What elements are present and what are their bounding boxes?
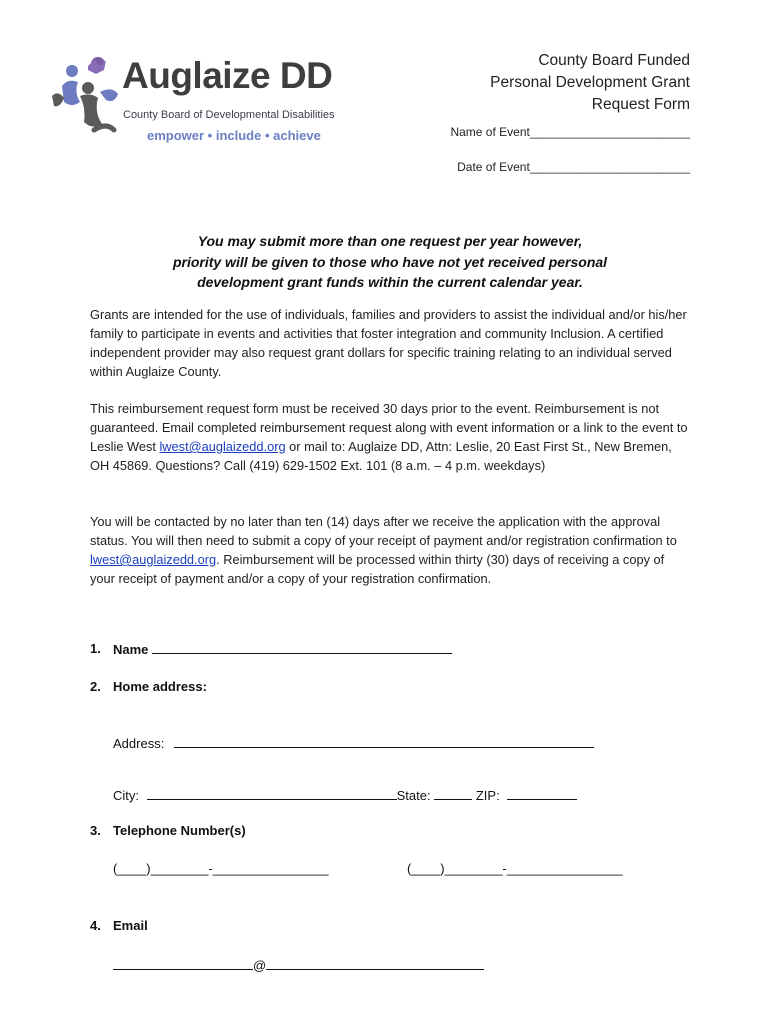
- contact-text-2: . Reimbursement will be processed within thirty (30) days of receiving a copy of your receipt of payment and/or a copy of your registration confirmation.: [90, 552, 665, 586]
- logo-tagline: empower • include • achieve: [147, 128, 321, 143]
- priority-notice: [110, 231, 670, 293]
- contact-text-1: You will be contacted by no later than ten (14) days after we receive the application with the approval status. You will then need to submit a copy of your receipt of payment and/or registration confirmation to: [90, 514, 677, 548]
- phone-input-2[interactable]: (____)________-________________: [407, 861, 623, 876]
- event-name-field[interactable]: [450, 125, 690, 139]
- form-title-line-2: Personal Development Grant: [490, 74, 690, 91]
- address-input-line[interactable]: [174, 735, 594, 748]
- telephone-label: Telephone Number(s): [113, 823, 246, 838]
- phone-input-1[interactable]: (____)________-________________: [113, 861, 329, 876]
- email-at-sign: @: [253, 958, 267, 973]
- event-date-blank[interactable]: ________________________: [529, 160, 690, 174]
- email-domain-line[interactable]: [266, 957, 484, 970]
- reimbursement-text-2: or mail to: Auglaize DD, Attn: Leslie, 20 East First St., New Bremen, OH 45869. Questions? Call (419) 629-1502 Ext. 101 (8 a.m. – 4 p.m. weekdays): [90, 439, 672, 473]
- address-field: [113, 735, 594, 751]
- zip-input-line[interactable]: [507, 787, 577, 800]
- email-user-line[interactable]: [113, 957, 253, 970]
- name-input-line[interactable]: [152, 641, 452, 654]
- email-link[interactable]: lwest@auglaizedd.org: [159, 439, 286, 454]
- form-title-line-3: Request Form: [591, 96, 690, 113]
- email-label: Email: [113, 918, 148, 933]
- notice-line-2: priority will be given to those who have not yet received personal: [172, 253, 608, 270]
- city-label: City:: [113, 788, 139, 803]
- event-name-label: Name of Event: [450, 125, 530, 139]
- state-label: State:: [396, 788, 431, 803]
- event-name-blank[interactable]: ________________________: [529, 125, 690, 139]
- city-state-zip-row: [113, 787, 577, 803]
- city-input-line[interactable]: [147, 787, 397, 800]
- home-address-label: Home address:: [113, 679, 207, 694]
- address-label: Address:: [113, 736, 165, 751]
- logo-figures-icon: [52, 57, 118, 130]
- notice-line-3: development grant funds within the current calendar year.: [197, 274, 583, 290]
- email-input-row: [113, 957, 484, 973]
- name-field: [113, 641, 452, 657]
- email-link[interactable]: lwest@auglaizedd.org: [90, 552, 217, 567]
- telephone-number: 3.: [90, 823, 101, 838]
- reimbursement-text-1: This reimbursement request form must be received 30 days prior to the event. Reimbursement is not guaranteed. Email completed reimbursement request along with event information or a link to the event to Leslie West: [90, 401, 688, 454]
- form-title: [490, 50, 690, 116]
- email-number: 4.: [90, 918, 101, 933]
- event-date-label: Date of Event: [457, 160, 530, 174]
- logo-name: Auglaize DD: [122, 55, 333, 96]
- contact-paragraph: [90, 512, 690, 588]
- grant-purpose-paragraph: Grants are intended for the use of individuals, families and providers to assist the individual and/or his/her family to participate in events and activities that foster integration and community Inclusion. A certified independent provider may also request grant dollars for specific training relating to an individual served within Auglaize County.: [90, 307, 687, 379]
- logo-subtitle: County Board of Developmental Disabilities: [123, 109, 335, 121]
- reimbursement-paragraph: [90, 399, 690, 475]
- zip-label: ZIP:: [475, 788, 500, 803]
- notice-line-1: You may submit more than one request per year however,: [197, 233, 583, 249]
- form-title-line-1: County Board Funded: [538, 52, 690, 69]
- question-number: 1.: [90, 641, 101, 656]
- name-question: [90, 641, 101, 656]
- name-label: Name: [113, 642, 149, 657]
- home-address-number: 2.: [90, 679, 101, 694]
- event-date-field[interactable]: [457, 160, 690, 174]
- state-input-line[interactable]: [434, 787, 472, 800]
